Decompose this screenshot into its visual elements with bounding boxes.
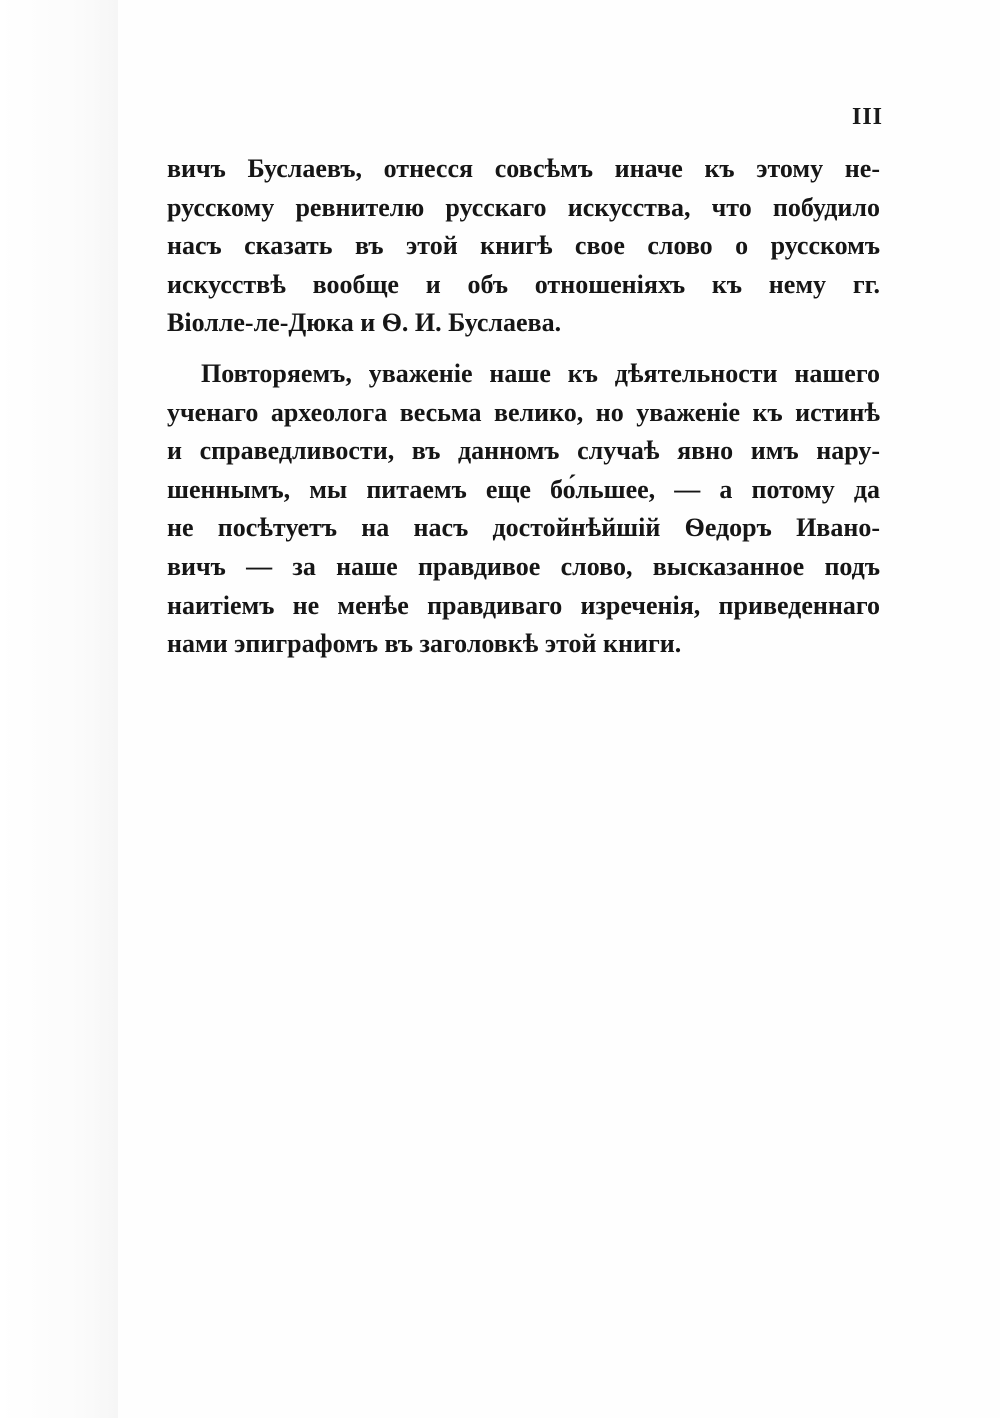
- text-line: русскому ревнителю русскаго искусства, что побудило: [167, 192, 880, 222]
- text-line: наитіемъ не менѣе правдиваго изреченія, приведеннаго: [167, 590, 880, 620]
- paragraph-2: [167, 355, 880, 664]
- paragraph-1: [167, 150, 880, 343]
- text-line: и справедливости, въ данномъ случаѣ явно имъ нару-: [167, 436, 880, 466]
- text-line: нами эпиграфомъ въ заголовкѣ этой книги.: [167, 629, 682, 659]
- text-line: искусствѣ вообще и объ отношеніяхъ къ нему гг.: [167, 269, 880, 299]
- text-line: Віолле-ле-Дюка и Ѳ. И. Буслаева.: [167, 308, 562, 338]
- text-line: ученаго археолога весьма велико, но уваженіе къ истинѣ: [167, 397, 880, 427]
- page-number: III: [852, 104, 884, 130]
- text-line: вичъ Буслаевъ, отнесся совсѣмъ иначе къ этому не-: [167, 154, 880, 183]
- text-line: насъ сказать въ этой книгѣ свое слово о русскомъ: [167, 231, 880, 261]
- page-edge-shadow: [0, 0, 118, 1418]
- paragraph-gap: [167, 343, 880, 355]
- text-line: шеннымъ, мы питаемъ еще бо́льшее, — а потому да: [167, 474, 880, 504]
- text-line: Повторяемъ, уваженіе наше къ дѣятельности нашего: [201, 358, 880, 388]
- text-line: не посѣтуетъ на насъ достойнѣйшій Ѳедоръ Ивано-: [167, 513, 880, 543]
- text-line: вичъ — за наше правдивое слово, высказанное подъ: [167, 551, 880, 581]
- body-text: [167, 150, 880, 664]
